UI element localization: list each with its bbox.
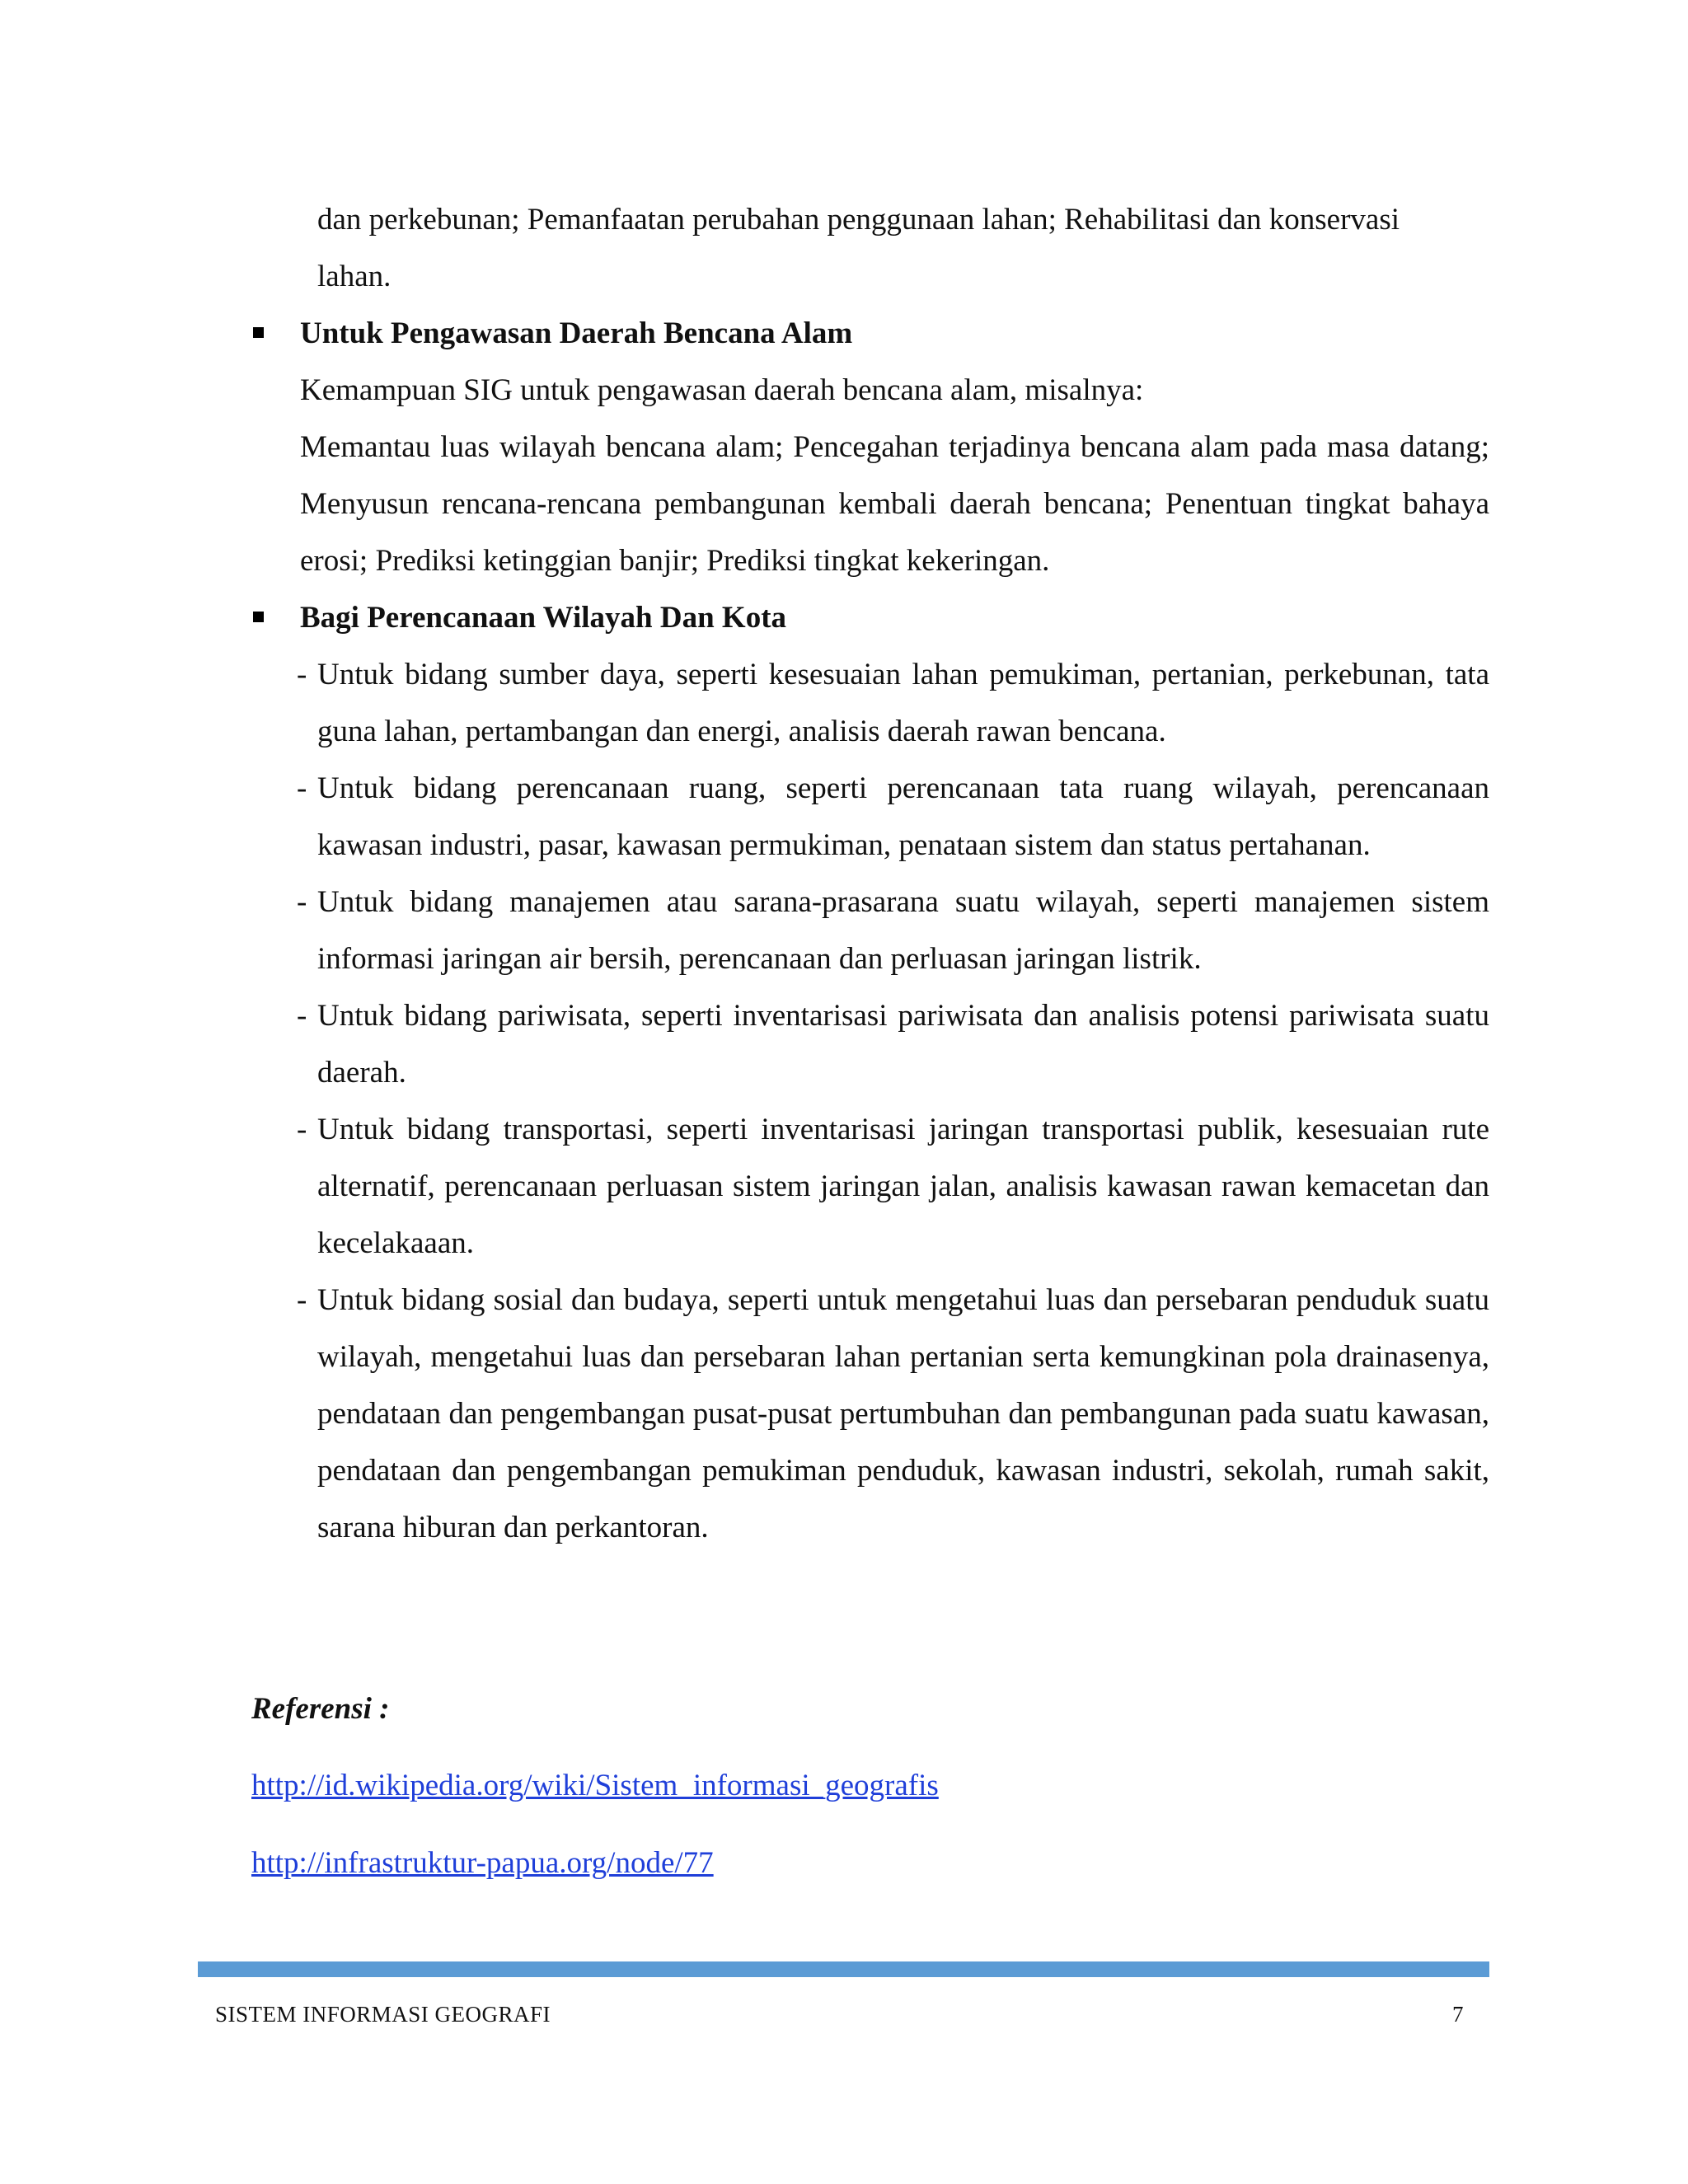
list-item <box>251 1272 1489 1556</box>
footer-divider-bar <box>198 1961 1489 1977</box>
list-item <box>251 1101 1489 1272</box>
section-body-disaster: Memantau luas wilayah bencana alam; Pencegahan terjadinya bencana alam pada masa datang; Menyusun rencana-rencana pembangunan kembali daerah bencana; Penentuan tingkat bahaya erosi; Prediksi ketinggian banjir; Prediksi tingkat kekeringan. <box>300 430 1489 578</box>
dash-marker: - <box>297 1113 307 1146</box>
intro-continuation-line-1: dan perkebunan; Pemanfaatan perubahan penggunaan lahan; Rehabilitasi dan konservasi <box>317 203 1400 237</box>
section-intro-disaster: Kemampuan SIG untuk pengawasan daerah bencana alam, misalnya: <box>300 373 1144 407</box>
square-bullet-icon <box>253 612 264 622</box>
dash-marker: - <box>297 771 307 805</box>
section-heading-planning: Bagi Perencanaan Wilayah Dan Kota <box>300 601 787 635</box>
dash-marker: - <box>297 885 307 919</box>
list-item <box>251 874 1489 987</box>
list-item <box>251 987 1489 1101</box>
list-item-text: Untuk bidang transportasi, seperti inventarisasi jaringan transportasi publik, kesesuaian rute alternatif, perencanaan perluasan sistem jaringan jalan, analisis kawasan rawan kemacetan dan kecelakaaan. <box>317 1113 1489 1260</box>
page-number: 7 <box>1452 2002 1464 2027</box>
footer-title: SISTEM INFORMASI GEOGRAFI <box>215 2002 551 2027</box>
list-item-text: Untuk bidang sosial dan budaya, seperti untuk mengetahui luas dan persebaran penduduk suatu wilayah, mengetahui luas dan persebaran lahan pertanian serta kemungkinan pola drainasenya, pendataan dan pengembangan pusat-pusat pertumbuhan dan pembangunan pada suatu kawasan, pendataan dan pengembangan pemukiman penduduk, kawasan industri, sekolah, rumah sakit, sarana hiburan dan perkantoran. <box>317 1283 1489 1544</box>
dash-marker: - <box>297 999 307 1033</box>
list-item-text: Untuk bidang pariwisata, seperti inventarisasi pariwisata dan analisis potensi pariwisata suatu daerah. <box>317 999 1489 1090</box>
list-item <box>251 646 1489 760</box>
dash-marker: - <box>297 658 307 691</box>
document-body <box>251 191 1489 1556</box>
references-title: Referensi : <box>251 1692 390 1726</box>
section-heading-disaster: Untuk Pengawasan Daerah Bencana Alam <box>300 316 853 350</box>
list-item-text: Untuk bidang sumber daya, seperti kesesuaian lahan pemukiman, pertanian, perkebunan, tata guna lahan, pertambangan dan energi, analisis daerah rawan bencana. <box>317 658 1489 748</box>
dash-marker: - <box>297 1283 307 1317</box>
intro-continuation-line-2: lahan. <box>317 260 392 293</box>
square-bullet-icon <box>253 327 264 338</box>
bullet-regional-planning <box>251 589 1489 646</box>
bullet-disaster-monitoring <box>251 305 1489 362</box>
list-item-text: Untuk bidang manajemen atau sarana-prasarana suatu wilayah, seperti manajemen sistem informasi jaringan air bersih, perencanaan dan perluasan jaringan listrik. <box>317 885 1489 976</box>
list-item-text: Untuk bidang perencanaan ruang, seperti perencanaan tata ruang wilayah, perencanaan kawasan industri, pasar, kawasan permukiman, penataan sistem dan status pertahanan. <box>317 771 1489 862</box>
list-item <box>251 760 1489 874</box>
reference-link-infrastruktur[interactable]: http://infrastruktur-papua.org/node/77 <box>251 1846 714 1880</box>
reference-link-wikipedia[interactable]: http://id.wikipedia.org/wiki/Sistem_informasi_geografis <box>251 1769 939 1802</box>
